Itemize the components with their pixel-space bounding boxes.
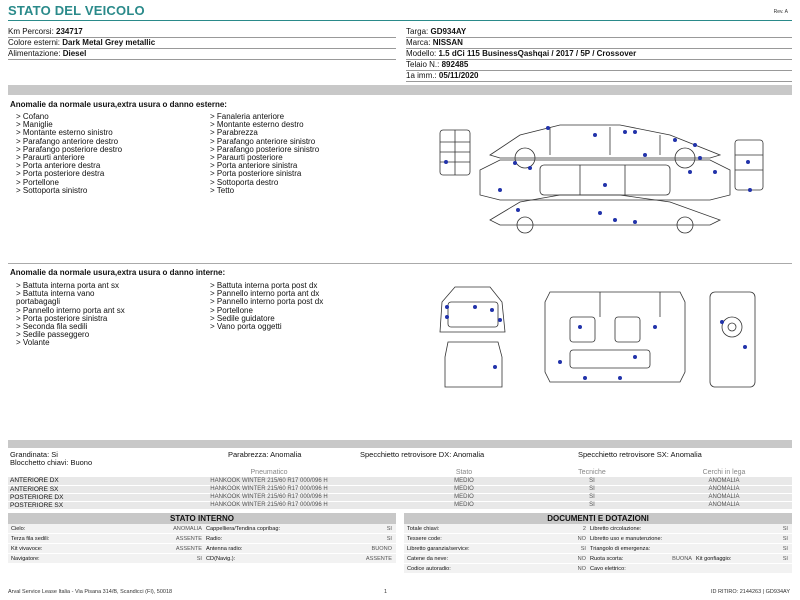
km-value: 234717 xyxy=(56,27,83,36)
windshield-status: Parabrezza: Anomalia xyxy=(228,450,302,459)
internal-state-panel xyxy=(8,513,396,524)
model-row: Modello: 1.5 dCi 115 BusinessQashqai / 2017 / 5P / Crossover xyxy=(406,49,792,60)
col-state: Stato xyxy=(455,469,473,476)
car-side-view-bottom xyxy=(490,195,720,233)
table-row: ANTERIORE DX HANKOOK WINTER 215/60 R17 000/096 H MEDIO SI ANOMALIA xyxy=(8,477,792,485)
exterior-list-left xyxy=(16,113,122,195)
list-item: > Paraurti anteriore xyxy=(16,153,85,163)
list-item: > Cofano xyxy=(16,112,49,121)
mirror-dx-status: Specchietto retrovisore DX: Anomalia xyxy=(360,450,485,459)
interior-plan-view xyxy=(545,292,685,382)
chassis-value: 892485 xyxy=(441,60,469,69)
internal-state-heading: STATO INTERNO xyxy=(8,513,396,524)
list-item: > Pannello interno porta post dx xyxy=(210,297,324,307)
color-row: Colore esterni: Dark Metal Grey metallic xyxy=(8,38,396,49)
list-item: > Sottoporta destro xyxy=(210,177,279,187)
registration-value: 05/11/2020 xyxy=(438,71,479,80)
tyres-table xyxy=(8,468,792,510)
mirror-sx-status: Specchietto retrovisore SX: Anomalia xyxy=(578,450,702,459)
car-front-view xyxy=(440,130,470,175)
table-row: Libretto garanzia/service: SI Triangolo di emergenza: SI xyxy=(404,544,792,554)
table-row: Navigatore: SI CD(Navig.): ASSENTE xyxy=(8,554,396,564)
list-item: > Montante esterno sinistro xyxy=(16,128,113,138)
list-item: > Sottoporta sinistro xyxy=(16,185,88,195)
section-band xyxy=(8,440,792,448)
list-item: > Porta anteriore sinistra xyxy=(210,161,298,171)
title-divider xyxy=(8,20,792,21)
list-item: > Porta anteriore destra xyxy=(16,161,101,171)
table-row: Totale chiavi: 2 Libretto circolazione: SI xyxy=(404,524,792,534)
damage-markers xyxy=(444,126,752,224)
car-rear-view xyxy=(735,140,763,190)
list-item: > Parafango anteriore destro xyxy=(16,136,119,146)
list-item: > Porta posteriore sinistra xyxy=(210,169,302,179)
list-item: > Sedile guidatore xyxy=(210,313,275,323)
documents-heading: DOCUMENTI E DOTAZIONI xyxy=(404,513,792,524)
interior-steering-view xyxy=(710,292,755,387)
table-row: Kit vivavoce: ASSENTE Antenna radio: BUONO xyxy=(8,544,396,554)
list-item: > Fanaleria anteriore xyxy=(210,112,285,121)
table-row: Catene da neve: NO Ruota scorta: BUONA Kit gonfiaggio: SI xyxy=(404,554,792,564)
list-item: > Maniglie xyxy=(16,120,53,130)
list-item: > Portellone xyxy=(16,177,59,187)
col-rims: Cerchi in lega xyxy=(702,469,746,476)
exterior-list-right xyxy=(210,113,319,195)
car-plan-view xyxy=(480,160,730,200)
page-number: 1 xyxy=(384,589,388,595)
list-item: > Porta posteriore destra xyxy=(16,169,105,179)
list-item: > Parafango anteriore sinistro xyxy=(210,136,316,146)
brand-value: NISSAN xyxy=(432,38,463,47)
col-tyre: Pneumatico xyxy=(250,469,288,476)
list-item: > Battuta interna vano xyxy=(16,289,95,299)
km-row: Km Percorsi: 234717 xyxy=(8,27,396,38)
list-item: > Montante esterno destro xyxy=(210,120,304,130)
plate-row: Targa: GD934AY xyxy=(406,27,792,38)
documents-panel xyxy=(404,513,792,524)
table-row: POSTERIORE DX HANKOOK WINTER 215/60 R17 000/096 H MEDIO SI ANOMALIA xyxy=(8,493,792,501)
table-row: Tessere code: NO Libretto uso e manutenzione: SI xyxy=(404,534,792,544)
interior-damage-markers xyxy=(445,305,747,380)
interior-heading: Anomalie da normale usura,extra usura o danno interne: xyxy=(10,268,226,277)
car-side-view-top xyxy=(490,125,720,168)
hail-status: Grandinata: Si xyxy=(10,450,58,459)
revision-label: Rev. A xyxy=(773,9,788,15)
pickup-id: ID RITIRO: 2144263 | GD934AY xyxy=(711,589,790,595)
section-band xyxy=(8,85,792,95)
interior-car-diagram xyxy=(430,272,770,412)
color-value: Dark Metal Grey metallic xyxy=(62,38,156,47)
list-item: > Pannello interno porta ant sx xyxy=(16,305,125,315)
page-title: STATO DEL VEICOLO xyxy=(8,3,145,18)
model-value: 1.5 dCi 115 BusinessQashqai / 2017 / 5P / Crossover xyxy=(438,49,637,58)
list-item: > Parafango posteriore sinistro xyxy=(210,144,320,154)
list-item: > Tetto xyxy=(210,185,235,195)
table-row: Cielo: ANOMALIA Cappelliera/Tendina copribag: SI xyxy=(8,524,396,534)
list-item: > Parabrezza xyxy=(210,128,258,138)
plate-value: GD934AY xyxy=(430,27,467,36)
footer-address: Arval Service Lease Italia - Via Pisana 314/B, Scandicci (FI), 50018 xyxy=(8,589,173,595)
table-row: POSTERIORE SX HANKOOK WINTER 215/60 R17 000/096 H MEDIO SI ANOMALIA xyxy=(8,501,792,509)
list-item: > Seconda fila sedili xyxy=(16,322,88,332)
list-item: > Portellone xyxy=(210,305,253,315)
list-item: > Battuta interna porta ant sx xyxy=(16,281,119,290)
table-row: ANTERIORE SX HANKOOK WINTER 215/60 R17 000/096 H MEDIO SI ANOMALIA xyxy=(8,485,792,493)
registration-row: 1a imm.: 05/11/2020 xyxy=(406,71,792,82)
interior-front-view xyxy=(440,287,505,387)
list-item: > Volante xyxy=(16,338,50,348)
table-row: Codice autoradio: NO Cavo elettrico: xyxy=(404,564,792,574)
interior-list-left xyxy=(16,282,125,348)
list-item: > Parafango posteriore destro xyxy=(16,144,123,154)
exterior-car-diagram xyxy=(430,100,770,235)
list-item: > Paraurti posteriore xyxy=(210,153,283,163)
fuel-row: Alimentazione: Diesel xyxy=(8,49,396,60)
list-item: > Battuta interna porta post dx xyxy=(210,281,318,290)
fuel-value: Diesel xyxy=(62,49,87,58)
list-item: > Pannello interno porta ant dx xyxy=(210,289,320,299)
key-lock-status: Blocchetto chiavi: Buono xyxy=(10,458,93,467)
brand-row: Marca: NISSAN xyxy=(406,38,792,49)
interior-list-right xyxy=(210,282,323,331)
list-item: > Sedile passeggero xyxy=(16,330,90,340)
list-item: > Porta posteriore sinistra xyxy=(16,313,108,323)
table-row: Terza fila sedili: ASSENTE Radio: SI xyxy=(8,534,396,544)
list-item: > Vano porta oggetti xyxy=(210,322,282,332)
list-item: portabagagli xyxy=(16,297,61,307)
chassis-row: Telaio N.: 892485 xyxy=(406,60,792,71)
exterior-heading: Anomalie da normale usura,extra usura o danno esterne: xyxy=(10,100,227,109)
col-tech: Tecniche xyxy=(578,469,606,476)
